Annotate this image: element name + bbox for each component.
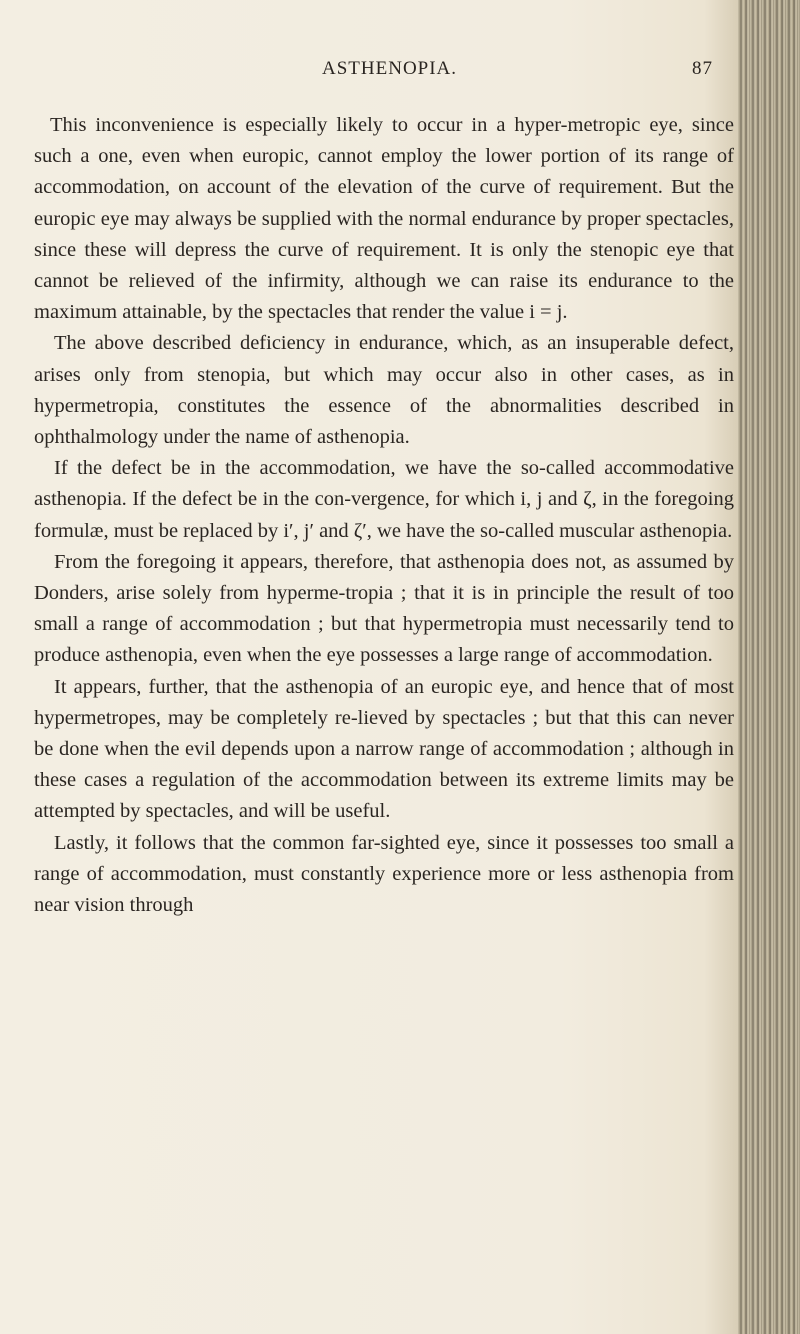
book-spine-edge — [738, 0, 800, 1334]
paragraph: It appears, further, that the asthenopia of an europic eye, and hence that of most hypermetropes, may be completely re-lieved by spectacles ; but that this can never be done when the evil depends upon a narrow range of accommodation ; although in these cases a regulation of the accommodation between its extreme limits may be attempted by spectacles, and will be useful. — [34, 675, 734, 823]
paragraph: This inconvenience is especially likely to occur in a hyper-metropic eye, since such a one, even when europic, cannot employ the lower portion of its range of accommodation, on account of the elevation of the curve of requirement. But the europic eye may always be supplied with the normal endurance by proper spectacles, since these will depress the curve of requirement. It is only the stenopic eye that cannot be relieved of the infirmity, although we can raise its endurance to the maximum attainable, by the spectacles that render the value i = j. — [34, 114, 734, 324]
paragraph: If the defect be in the accommodation, we have the so-called accommodative asthenopia. If the defect be in the con-vergence, for which i, j and ζ, in the foregoing formulæ, must be replaced by i′, j′ and ζ′, we have the so-called muscular asthenopia. — [34, 457, 734, 542]
paragraph: Lastly, it follows that the common far-sighted eye, since it possesses too small a range of accommodation, must constantly experience more or less asthenopia from near vision through — [34, 831, 734, 917]
page-number: 87 — [692, 58, 713, 79]
running-title: ASTHENOPIA. — [322, 58, 458, 79]
body-text — [34, 110, 734, 921]
paragraph: From the foregoing it appears, therefore, that asthenopia does not, as assumed by Donders, arise solely from hyperme-tropia ; that it is in principle the result of too small a range of accommodation ; but that hypermetropia must necessarily tend to produce asthenopia, even when the eye possesses a large range of accommodation. — [34, 550, 734, 667]
paragraph: The above described deficiency in endurance, which, as an insuperable defect, arises only from stenopia, but which may occur also in other cases, as in hypermetropia, constitutes the essence of the abnormalities described in ophthalmology under the name of asthenopia. — [34, 332, 734, 449]
